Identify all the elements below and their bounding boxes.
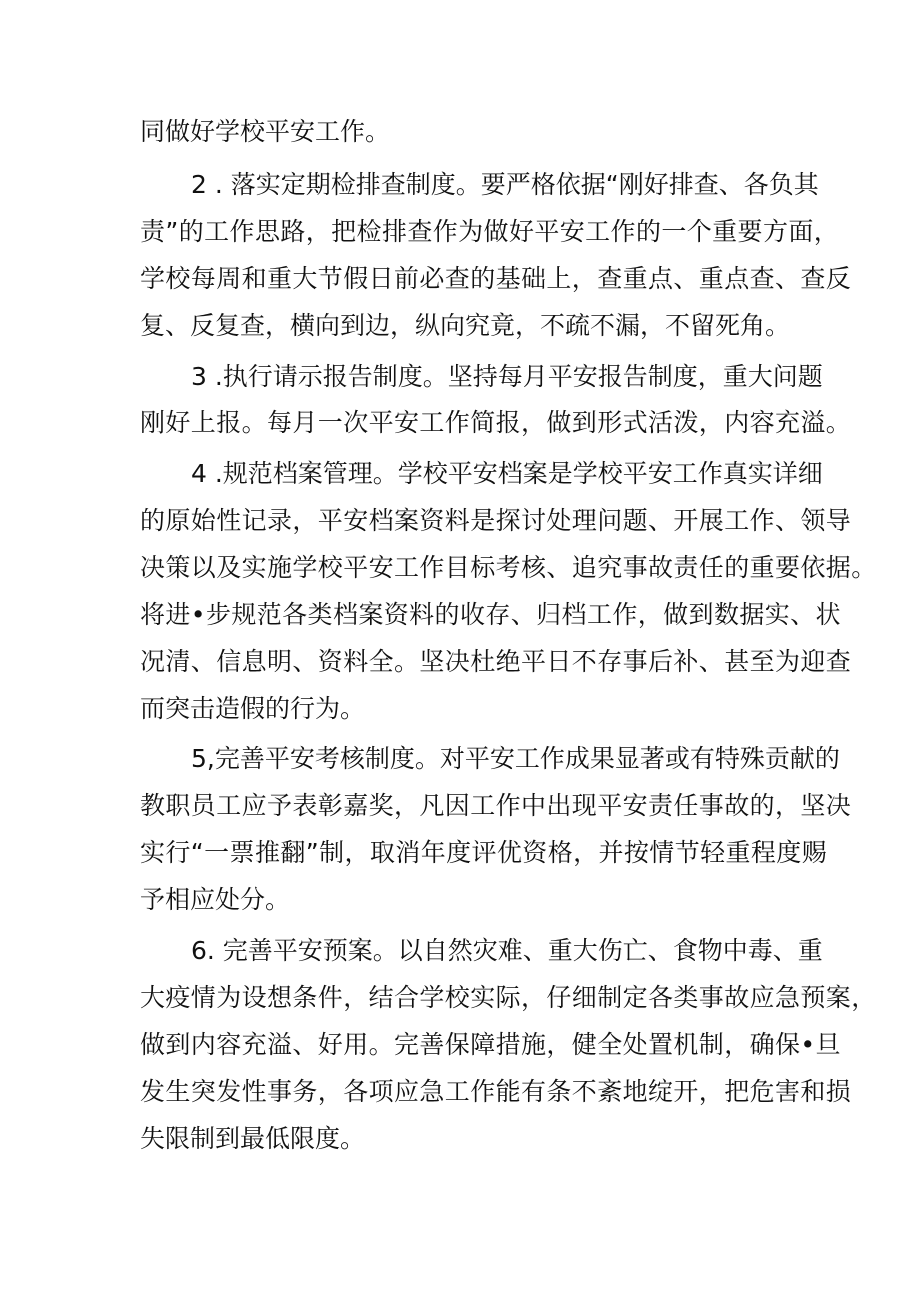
paragraph-4-line-3: 决策以及实施学校平安工作目标考核、追究事故责任的重要依据。 bbox=[140, 553, 877, 582]
paragraph-4-line-5: 况清、信息明、资料全。坚决杜绝平日不存事后补、甚至为迎查 bbox=[140, 647, 852, 676]
paragraph-6-line-1: 6. 完善平安预案。以自然灾难、重大伤亡、食物中毒、重 bbox=[191, 936, 823, 965]
paragraph-2-line-4: 复、反复查，横向到边，纵向究竟，不疏不漏，不留死角。 bbox=[140, 311, 791, 340]
paragraph-6-line-5: 失限制到最低限度。 bbox=[140, 1124, 366, 1153]
paragraph-1-line-1: 同做好学校平安工作。 bbox=[140, 117, 391, 146]
paragraph-4-line-6: 而突击造假的行为。 bbox=[140, 694, 366, 723]
paragraph-2-line-3: 学校每周和重大节假日前必查的基础上，查重点、重点查、查反 bbox=[140, 264, 852, 293]
paragraph-2-line-2: 责”的工作思路，把检排查作为做好平安工作的一个重要方面， bbox=[140, 217, 840, 246]
paragraph-5-line-1: 5,完善平安考核制度。对平安工作成果显著或有特殊贡献的 bbox=[191, 744, 840, 773]
paragraph-5-line-3: 实行“一票推翻”制，取消年度评优资格，并按情节轻重程度赐 bbox=[140, 838, 828, 867]
paragraph-6-line-2: 大疫情为设想条件，结合学校实际，仔细制定各类事故应急预案， bbox=[140, 983, 877, 1012]
paragraph-5-line-2: 教职员工应予表彰嘉奖，凡因工作中出现平安责任事故的，坚决 bbox=[140, 791, 852, 820]
paragraph-4-line-1: 4 .规范档案管理。学校平安档案是学校平安工作真实详细 bbox=[191, 459, 823, 488]
paragraph-3-line-2: 刚好上报。每月一次平安工作简报，做到形式活泼，内容充溢。 bbox=[140, 408, 852, 437]
paragraph-4-line-4: 将进•步规范各类档案资料的收存、归档工作，做到数据实、状 bbox=[140, 600, 841, 629]
paragraph-2-line-1: 2 . 落实定期检排查制度。要严格依据“刚好排查、各负其 bbox=[191, 170, 819, 199]
paragraph-5-line-4: 予相应处分。 bbox=[140, 885, 291, 914]
paragraph-6-line-3: 做到内容充溢、好用。完善保障措施，健全处置机制，确保•旦 bbox=[140, 1030, 841, 1059]
paragraph-4-line-2: 的原始性记录，平安档案资料是探讨处理问题、开展工作、领导 bbox=[140, 506, 852, 535]
paragraph-3-line-1: 3 .执行请示报告制度。坚持每月平安报告制度，重大问题 bbox=[191, 362, 823, 391]
paragraph-6-line-4: 发生突发性事务，各项应急工作能有条不紊地绽开，把危害和损 bbox=[140, 1077, 852, 1106]
